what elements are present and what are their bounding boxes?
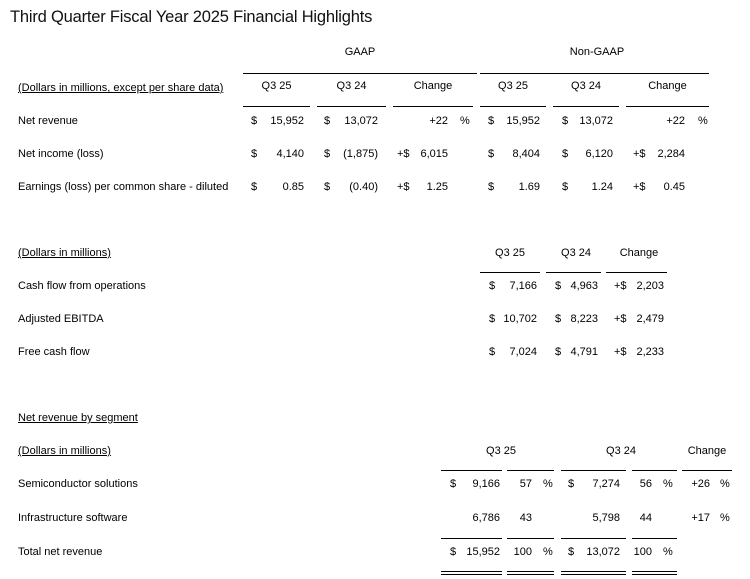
value-cell: 0.85 (282, 181, 304, 193)
currency-sign: $ (251, 181, 258, 193)
currency-sign: $ (489, 346, 496, 358)
change-cell: +22 (666, 115, 685, 127)
percent-cell: 100 (513, 546, 532, 558)
change-cell: 0.45 (663, 181, 685, 193)
currency-sign: $ (568, 546, 575, 558)
change-cell: +26 (691, 478, 710, 490)
change-cell: +17 (691, 512, 710, 524)
value-cell: 10,702 (503, 313, 537, 325)
value-cell: 4,140 (276, 148, 304, 160)
total-double-rule (441, 571, 502, 575)
column-rule (632, 470, 677, 471)
column-header: Change (619, 247, 659, 259)
row-label: Earnings (loss) per common share - diluted (18, 181, 229, 193)
column-rule (480, 272, 540, 273)
column-rule (682, 470, 732, 471)
column-rule (480, 106, 546, 107)
percent-suffix: % (663, 546, 673, 558)
row-label: Infrastructure software (18, 512, 128, 524)
change-prefix: +$ (614, 280, 627, 292)
column-rule (507, 470, 554, 471)
currency-sign: $ (450, 478, 457, 490)
subtotal-rule (507, 538, 554, 539)
section-label: Net revenue by segment (18, 412, 138, 424)
value-cell: 13,072 (579, 115, 613, 127)
percent-cell: 56 (639, 478, 652, 490)
subtotal-rule (441, 538, 502, 539)
gaap-header: GAAP (344, 46, 376, 58)
column-header: Q3 24 (606, 445, 636, 457)
change-suffix: % (698, 115, 708, 127)
column-rule (626, 106, 709, 107)
currency-sign: $ (450, 546, 457, 558)
subtotal-rule (561, 538, 626, 539)
column-rule (393, 106, 473, 107)
column-header: Q3 25 (498, 80, 528, 92)
value-cell: 15,952 (466, 546, 500, 558)
percent-suffix: % (543, 546, 553, 558)
change-cell: 2,233 (636, 346, 664, 358)
percent-cell: 44 (639, 512, 652, 524)
column-header: Change (687, 445, 727, 457)
change-cell: 6,015 (420, 148, 448, 160)
currency-sign: $ (489, 280, 496, 292)
change-prefix: +$ (614, 346, 627, 358)
currency-sign: $ (324, 181, 331, 193)
total-double-rule (632, 571, 677, 575)
value-cell: 1.69 (518, 181, 540, 193)
currency-sign: $ (562, 181, 569, 193)
column-header: Q3 25 (486, 445, 516, 457)
nongaap-group-rule (480, 73, 709, 74)
column-rule (553, 106, 619, 107)
value-cell: 15,952 (506, 115, 540, 127)
currency-sign: $ (562, 115, 569, 127)
currency-sign: $ (562, 148, 569, 160)
value-cell: 13,072 (586, 546, 620, 558)
change-cell: 1.25 (426, 181, 448, 193)
units-label: (Dollars in millions) (18, 445, 111, 457)
change-prefix: +$ (614, 313, 627, 325)
currency-sign: $ (251, 148, 258, 160)
percent-suffix: % (663, 478, 673, 490)
change-suffix: % (460, 115, 470, 127)
column-rule (561, 470, 626, 471)
column-rule (441, 470, 502, 471)
percent-cell: 43 (519, 512, 532, 524)
change-cell: 2,284 (657, 148, 685, 160)
column-rule (546, 272, 601, 273)
value-cell: 6,120 (585, 148, 613, 160)
value-cell: 6,786 (472, 512, 500, 524)
nongaap-header: Non-GAAP (569, 46, 625, 58)
currency-sign: $ (488, 115, 495, 127)
column-header: Change (648, 80, 687, 92)
column-rule (317, 106, 386, 107)
value-cell: (0.40) (349, 181, 378, 193)
value-cell: 4,791 (570, 346, 598, 358)
currency-sign: $ (488, 181, 495, 193)
value-cell: 7,024 (509, 346, 537, 358)
row-label: Free cash flow (18, 346, 90, 358)
total-double-rule (507, 571, 554, 575)
change-cell: +22 (429, 115, 448, 127)
currency-sign: $ (488, 148, 495, 160)
value-cell: 9,166 (472, 478, 500, 490)
value-cell: 1.24 (591, 181, 613, 193)
change-prefix: +$ (633, 181, 646, 193)
value-cell: 4,963 (570, 280, 598, 292)
row-label: Net revenue (18, 115, 78, 127)
currency-sign: $ (555, 346, 562, 358)
gaap-group-rule (243, 73, 477, 74)
column-rule (243, 106, 310, 107)
percent-suffix: % (543, 478, 553, 490)
units-label: (Dollars in millions, except per share data) (18, 82, 224, 94)
change-suffix: % (720, 478, 730, 490)
change-cell: 2,479 (636, 313, 664, 325)
value-cell: 15,952 (270, 115, 304, 127)
change-cell: 2,203 (636, 280, 664, 292)
total-double-rule (561, 571, 626, 575)
row-label: Total net revenue (18, 546, 103, 558)
currency-sign: $ (251, 115, 258, 127)
page-title: Third Quarter Fiscal Year 2025 Financial Highlights (10, 8, 373, 26)
column-header: Change (413, 80, 453, 92)
column-header: Q3 25 (261, 80, 292, 92)
value-cell: 7,166 (509, 280, 537, 292)
value-cell: 8,404 (512, 148, 540, 160)
change-prefix: +$ (397, 148, 410, 160)
change-prefix: +$ (633, 148, 646, 160)
currency-sign: $ (555, 280, 562, 292)
currency-sign: $ (568, 478, 575, 490)
currency-sign: $ (324, 148, 331, 160)
change-suffix: % (720, 512, 730, 524)
units-label: (Dollars in millions) (18, 247, 111, 259)
column-header: Q3 24 (336, 80, 367, 92)
column-header: Q3 24 (571, 80, 601, 92)
column-header: Q3 24 (561, 247, 591, 259)
value-cell: 7,274 (592, 478, 620, 490)
percent-cell: 57 (519, 478, 532, 490)
percent-cell: 100 (633, 546, 652, 558)
value-cell: 5,798 (592, 512, 620, 524)
currency-sign: $ (324, 115, 331, 127)
value-cell: (1,875) (343, 148, 378, 160)
currency-sign: $ (489, 313, 496, 325)
row-label: Adjusted EBITDA (18, 313, 104, 325)
currency-sign: $ (555, 313, 562, 325)
column-header: Q3 25 (495, 247, 525, 259)
row-label: Semiconductor solutions (18, 478, 138, 490)
row-label: Net income (loss) (18, 148, 104, 160)
change-prefix: +$ (397, 181, 410, 193)
value-cell: 8,223 (570, 313, 598, 325)
subtotal-rule (632, 538, 677, 539)
column-rule (606, 272, 667, 273)
value-cell: 13,072 (344, 115, 378, 127)
row-label: Cash flow from operations (18, 280, 146, 292)
